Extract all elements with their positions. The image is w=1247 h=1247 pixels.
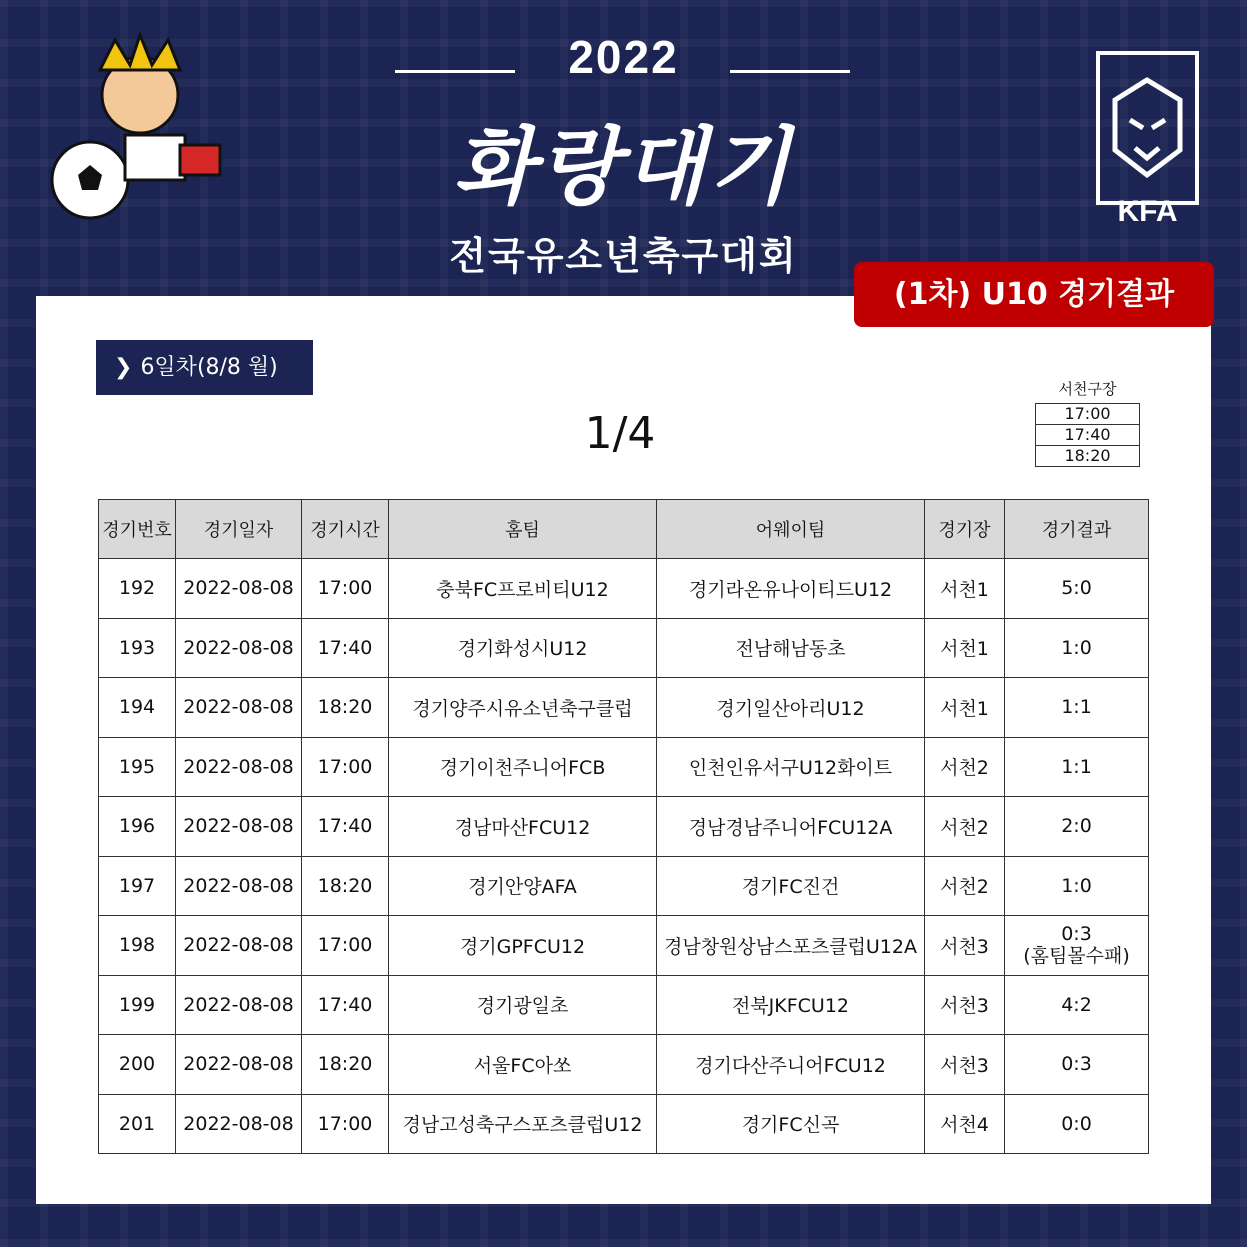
cell-home-team: 경기이천주니어FCB (389, 737, 657, 797)
cell-match-no: 194 (99, 678, 176, 738)
kfa-logo-text: KFA (1117, 195, 1178, 228)
cell-result (1005, 916, 1149, 976)
result-score: 1:0 (1061, 636, 1092, 659)
cell-result (1005, 797, 1149, 857)
cell-result (1005, 975, 1149, 1035)
cell-field: 서천2 (925, 856, 1005, 916)
results-badge: (1차) U10 경기결과 (854, 262, 1214, 327)
table-row (99, 975, 1149, 1035)
cell-field: 서천2 (925, 737, 1005, 797)
cell-away-team: 경남경남주니어FCU12A (657, 797, 925, 857)
cell-time: 17:00 (302, 559, 389, 619)
cell-result (1005, 856, 1149, 916)
cell-time: 17:00 (302, 916, 389, 976)
header-time: 경기시간 (302, 500, 389, 559)
cell-result (1005, 559, 1149, 619)
venue-time-slot: 17:40 (1035, 425, 1140, 446)
table-row (99, 1094, 1149, 1154)
cell-match-no: 201 (99, 1094, 176, 1154)
cell-match-no: 197 (99, 856, 176, 916)
header-match-no: 경기번호 (99, 500, 176, 559)
venue-schedule (1035, 378, 1140, 467)
cell-away-team: 경기일산아리U12 (657, 678, 925, 738)
cell-time: 17:40 (302, 975, 389, 1035)
table-row (99, 559, 1149, 619)
cell-date: 2022-08-08 (176, 916, 302, 976)
cell-match-no: 198 (99, 916, 176, 976)
table-row (99, 1035, 1149, 1095)
chevron-right-icon: ❯ (114, 355, 133, 380)
result-score: 0:3 (1061, 923, 1092, 946)
result-score: 0:3 (1061, 1053, 1092, 1076)
day-tag (96, 340, 313, 395)
result-score: 4:2 (1061, 993, 1092, 1016)
result-score: 2:0 (1061, 815, 1092, 838)
cell-field: 서천1 (925, 559, 1005, 619)
cell-result (1005, 737, 1149, 797)
title-year: 2022 (568, 31, 679, 83)
cell-field: 서천3 (925, 975, 1005, 1035)
venue-time-slot: 18:20 (1035, 446, 1140, 467)
table-header-row (99, 500, 1149, 559)
cell-time: 17:40 (302, 618, 389, 678)
cell-home-team: 경기광일초 (389, 975, 657, 1035)
cell-match-no: 200 (99, 1035, 176, 1095)
day-tag-label: 6일차(8/8 월) (140, 355, 278, 380)
result-score: 1:1 (1061, 755, 1092, 778)
result-score: 1:0 (1061, 874, 1092, 897)
cell-away-team: 경기라온유나이티드U12 (657, 559, 925, 619)
cell-home-team: 경남고성축구스포츠클럽U12 (389, 1094, 657, 1154)
cell-result (1005, 1094, 1149, 1154)
venue-name: 서천구장 (1058, 380, 1117, 398)
header-field: 경기장 (925, 500, 1005, 559)
cell-home-team: 경기화성시U12 (389, 618, 657, 678)
cell-date: 2022-08-08 (176, 618, 302, 678)
results-table (98, 499, 1149, 1154)
header-away-team: 어웨이팀 (657, 500, 925, 559)
cell-away-team: 경기다산주니어FCU12 (657, 1035, 925, 1095)
table-row (99, 737, 1149, 797)
cell-away-team: 경기FC진건 (657, 856, 925, 916)
cell-result (1005, 618, 1149, 678)
cell-time: 18:20 (302, 678, 389, 738)
cell-time: 18:20 (302, 1035, 389, 1095)
header-home-team: 홈팀 (389, 500, 657, 559)
cell-time: 17:00 (302, 737, 389, 797)
venue-time-slot: 17:00 (1035, 403, 1140, 425)
cell-home-team: 충북FC프로비티U12 (389, 559, 657, 619)
header-banner (0, 0, 1247, 300)
cell-time: 17:00 (302, 1094, 389, 1154)
cell-away-team: 경남창원상남스포츠클럽U12A (657, 916, 925, 976)
cell-field: 서천1 (925, 678, 1005, 738)
year-decoration-right (730, 70, 850, 73)
cell-field: 서천1 (925, 618, 1005, 678)
cell-home-team: 서울FC아쏘 (389, 1035, 657, 1095)
cell-date: 2022-08-08 (176, 1094, 302, 1154)
cell-field: 서천4 (925, 1094, 1005, 1154)
cell-match-no: 196 (99, 797, 176, 857)
cell-result (1005, 678, 1149, 738)
cell-match-no: 195 (99, 737, 176, 797)
cell-time: 17:40 (302, 797, 389, 857)
cell-away-team: 경기FC신곡 (657, 1094, 925, 1154)
cell-date: 2022-08-08 (176, 797, 302, 857)
result-score: 5:0 (1061, 577, 1092, 600)
cell-match-no: 199 (99, 975, 176, 1035)
cell-away-team: 인천인유서구U12화이트 (657, 737, 925, 797)
table-row (99, 797, 1149, 857)
cell-date: 2022-08-08 (176, 975, 302, 1035)
cell-home-team: 경남마산FCU12 (389, 797, 657, 857)
page-number: 1/4 (584, 408, 656, 459)
cell-time: 18:20 (302, 856, 389, 916)
cell-date: 2022-08-08 (176, 1035, 302, 1095)
cell-match-no: 193 (99, 618, 176, 678)
cell-away-team: 전북JKFCU12 (657, 975, 925, 1035)
cell-field: 서천3 (925, 916, 1005, 976)
cell-home-team: 경기양주시유소년축구클럽 (389, 678, 657, 738)
result-score: 0:0 (1061, 1112, 1092, 1135)
cell-date: 2022-08-08 (176, 856, 302, 916)
cell-date: 2022-08-08 (176, 678, 302, 738)
title-main: 화랑대기 (453, 117, 794, 216)
table-row (99, 678, 1149, 738)
cell-result (1005, 1035, 1149, 1095)
result-score: 1:1 (1061, 696, 1092, 719)
table-row (99, 618, 1149, 678)
cell-home-team: 경기GPFCU12 (389, 916, 657, 976)
cell-home-team: 경기안양AFA (389, 856, 657, 916)
cell-away-team: 전남해남동초 (657, 618, 925, 678)
title-subtitle: 전국유소년축구대회 (449, 234, 798, 278)
cell-field: 서천3 (925, 1035, 1005, 1095)
header-result: 경기결과 (1005, 500, 1149, 559)
header-date: 경기일자 (176, 500, 302, 559)
cell-date: 2022-08-08 (176, 559, 302, 619)
table-row (99, 916, 1149, 976)
cell-date: 2022-08-08 (176, 737, 302, 797)
table-row (99, 856, 1149, 916)
cell-match-no: 192 (99, 559, 176, 619)
result-note: (홈팀몰수패) (1023, 945, 1130, 968)
cell-field: 서천2 (925, 797, 1005, 857)
